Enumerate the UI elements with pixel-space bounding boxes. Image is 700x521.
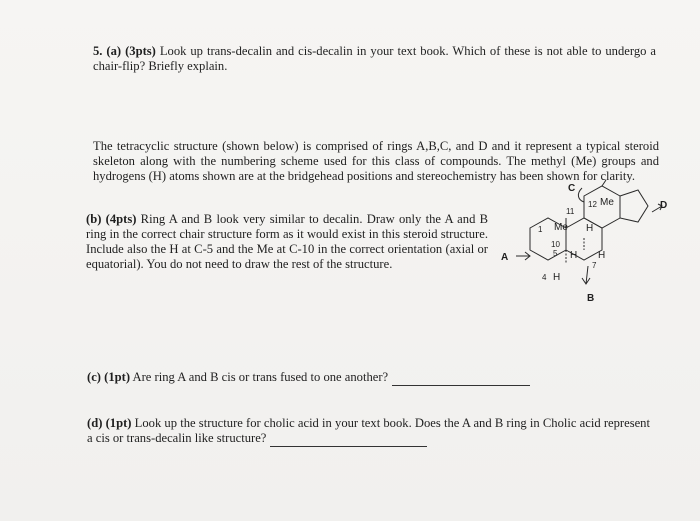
ring-c-label: C: [568, 183, 576, 194]
ring-b-arrow: [582, 266, 590, 284]
question-5d: [87, 416, 650, 447]
question-5b: [86, 212, 488, 272]
ring-c-arrow-curve: [578, 188, 584, 202]
question-5a-label: 5. (a) (3pts): [93, 44, 156, 58]
position-12-label: 12: [588, 200, 597, 209]
question-5d-text: Look up the structure for cholic acid in your text book. Does the A and B ring in Cholic acid represent a cis or trans-decalin like structure?: [87, 416, 650, 445]
intro-paragraph: [93, 139, 659, 184]
hydrogen-mid-label: H: [570, 250, 578, 261]
question-5c: [87, 370, 567, 386]
question-5c-label: (c) (1pt): [87, 370, 131, 384]
methyl-10-label: Me: [554, 222, 568, 233]
position-10-label: 10: [551, 240, 560, 249]
question-5a: [93, 44, 656, 74]
question-5b-text: Ring A and B look very similar to decalin. Draw only the A and B ring in the correct chair structure form as it would exist in this steroid structure. Include also the H at C-5 and the Me at C-10 in the correct orientation (axial or equatorial). You do not need to draw the rest of the structure.: [86, 212, 489, 271]
answer-blank-c[interactable]: [392, 370, 530, 386]
methyl-12-label: Me: [600, 197, 614, 208]
ring-a-arrow: [516, 252, 530, 260]
question-5a-text: Look up trans-decalin and cis-decalin in your text book. Which of these is not able to undergo a chair-flip? Briefly explain.: [93, 44, 656, 73]
ring-d-pentagon: [620, 190, 648, 222]
hydrogen-top-label: H: [586, 223, 594, 234]
question-5b-label: (b) (4pts): [86, 212, 137, 226]
methyl-bond-c12: [602, 180, 606, 186]
intro-text: The tetracyclic structure (shown below) is comprised of rings A,B,C, and D and it represent a typical steroid skeleton along with the numbering scheme used for this class of compounds. The methyl (Me) groups and hydrogens (H) atoms shown are at the bridgehead positions and stereochemistry has been shown for clarity.: [93, 139, 659, 183]
position-7-label: 7: [592, 261, 597, 270]
position-1-label: 1: [538, 225, 543, 234]
answer-blank-d[interactable]: [270, 431, 427, 447]
question-5d-label: (d) (1pt): [87, 416, 132, 430]
position-4-label: 4: [542, 273, 547, 282]
position-11-label: 11: [566, 207, 575, 216]
ring-b-label: B: [587, 293, 595, 304]
hydrogen-bottom-label: H: [553, 272, 561, 283]
steroid-structure-diagram: [490, 180, 670, 310]
ring-d-label: D: [660, 200, 668, 211]
ring-a-label: A: [501, 252, 509, 263]
position-5-label: 5: [553, 249, 558, 258]
hydrogen-right-label: H: [598, 250, 606, 261]
question-5c-text: Are ring A and B cis or trans fused to one another?: [130, 370, 389, 384]
